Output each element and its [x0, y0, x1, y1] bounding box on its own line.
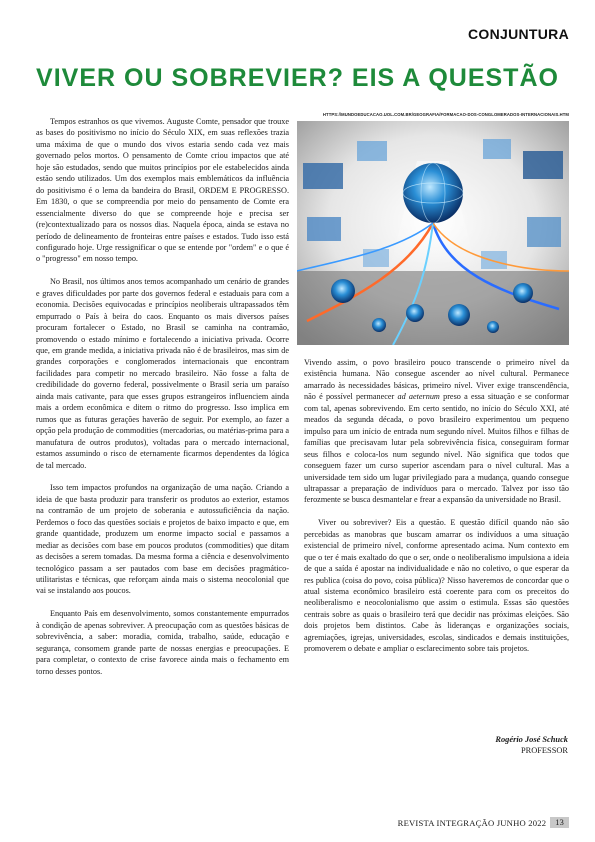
text-run: Vivendo assim, o povo brasileiro pouco transcende o primeiro nível da existência humana. Não consegue ascender ao nível cultural. Permanece amarrado às necessidades básicas, primeiro nível. Viver exige transcendência, não é possível permanecer: [304, 358, 569, 402]
author-role: PROFESSOR: [520, 746, 568, 756]
article-title: VIVER OU SOBREVIER? EIS A QUESTÃO: [36, 64, 559, 92]
page-footer: [398, 817, 569, 828]
latin-term: ad aeternum: [397, 392, 440, 402]
left-column: [36, 116, 289, 688]
globe-network-illustration: [297, 121, 569, 345]
paragraph: No Brasil, nos últimos anos temos acompanhado um cenário de grandes e graves dificuldades por parte dos governos federal e estaduais para com a economia. Decisões equivocadas e princípios neoliberais ultrapassados têm empurrado o País à beira do caos. Enquanto os mais diversos países procuram fortalecer o Estado, no Brasil se caminha na contramão, promovendo o estado mínimo e fortalecendo a iniciativa privada. Ocorre que, em grande medida, a iniciativa privada não é de brasileiros, mas sim de grandes corporações e conglomerados internacionais que encontram facilidades para competir no mercado brasileiro. Não fosse a falta de credibilidade do governo federal, possivelmente o Brasil seria um paraíso ainda mais cativante, para que esses grupos estrangeiros influenciem ainda mais a ordem econômica e ditem o ritmo do progresso. Isso implica em rumos que as futuras gerações haverão de seguir. Por exemplo, ao fazer a opção pela produção de commodities (mercadorias, ou matérias-prima para a manufatura de outros produtos), voltadas para o mercado internacional, estamos assumindo o risco de eternamente ficarmos dependentes da lógica de tal mercado.: [36, 277, 289, 470]
paragraph: Viver ou sobreviver? Eis a questão. E questão difícil quando não são percebidas as manobras que buscam amarrar os indivíduos a uma situação existencial de primeiro nível, conforme apresentado acima. Num contexto em que o ter é mais exaltado do que o ser, onde o neoliberalismo impulsiona a ideia de que a saída é apostar na individualidade e não no coletivo, o que esperar da res publica (coisa do povo, coisa pública)? Nisso haveremos de concordar que o atual sistema econômico brasileiro está coerente para com os preceitos do neoliberalismo e neocolonialismo que assim o estimula. Essas são questões centrais sobre as quais o brasileiro terá que decidir nas próximas eleições. São dois projetos bem distintos. Cabe às lideranças e organizações sociais, agremiações, igrejas, universidades, escolas, sindicados e demais instituições, promoverem o debate e ampliar o esclarecimento sobre tais projetos.: [304, 518, 569, 654]
publication-name: REVISTA INTEGRAÇÃO JUNHO 2022: [397, 817, 547, 828]
paragraph: Enquanto País em desenvolvimento, somos constantemente empurrados à condição de apenas sobreviver. A preocupação com as questões básicas de sobrevivência, a saber: moradia, comida, trabalho, saúde, educação e segurança, consomem grande parte de nossas energias e preocupações. E para completar, o contexto de crise favorece ainda mais o fechamento em torno desses pontos.: [36, 609, 289, 676]
author-name: Rogério José Schuck: [495, 735, 568, 744]
author-signature: [495, 734, 568, 757]
paragraph: Tempos estranhos os que vivemos. Auguste Comte, pensador que trouxe as bases do positivismo no início do Século XIX, em suas reflexões trazia uma máxima de que o mundo dos vivos estaria sendo cada vez mais governado pelos mortos. O pensamento de Comte criou impactos que até hoje são estudados, sendo que muitos princípios por ele estabelecidos ainda estão sendo utilizados. Um dos exemplos mais emblemáticos da influência do positivismo é o lema da bandeira do Brasil, ORDEM E PROGRESSO. Em 1830, o que se compreendia por meio do pensamento de Comte era essencialmente diverso do que se compreende hoje e precisa ser (re)contextualizado para os nossos dias. Naquela época, ainda se estava no período de delineamento de fronteiras entre países e estados. Tudo isso está configurado hoje. Urge ressignificar o que se entende por "ordem" e o que é o "progresso" em nosso tempo.: [36, 117, 289, 264]
text-run: preso a essa situação e se conformar com tal, apenas sobrevivendo. Em certo sentido, no início do Século XXI, até meados da segunda década, o povo brasileiro experimentou um pequeno impulso para um início de entrada num segundo nível. Muitos filhos e filhas de famílias que precisavam lutar pela sobrevivência física, conseguiram formar seus filhos e coloca-los num segundo nível. Não significa que todos que conseguem fazer um curso superior ascendam para o nível cultural. Mas a universidade tem sido um lugar privilegiado para a mudança, quando consegue ultrapassar a preparação de indivíduos para o mercado. Talvez por isso tão ferozmente se busca desmantelar e frear a expansão da universidade no Brasil.: [304, 392, 569, 505]
paragraph: Isso tem impactos profundos na organização de uma nação. Criando a ideia de que basta produzir para transferir os produtos ao exterior, estamos na contramão de um projeto de soberania e autossuficiência da nação. Perdemos o foco das questões sociais e projetos de baixo impacto e que, em grande quantidade, produzem um enorme impacto social e passamos a mediar as decisões com base em poucos produtos (commodities) que ditam as decisões a serem tomadas. Da mesma forma a ciência e desenvolvimento tecnológico passam a ser pautados com base em decisões pragmático-utilitaristas e técnicas, que reforçam ainda mais o sistema neocolonial que vai se instalando aos poucos.: [36, 483, 289, 596]
globe-network-photo: [297, 121, 569, 345]
image-credit: HTTPS://MUNDOEDUCACAO.UOL.COM.BR/GEOGRAFIA/FORMACAO-DOS-CONGLOMERADOS-INTERNACIONAIS.HTM: [322, 112, 569, 117]
paragraph: [304, 357, 569, 506]
page-number: 13: [550, 817, 569, 828]
right-column: [304, 357, 569, 666]
section-label: CONJUNTURA: [468, 26, 569, 42]
